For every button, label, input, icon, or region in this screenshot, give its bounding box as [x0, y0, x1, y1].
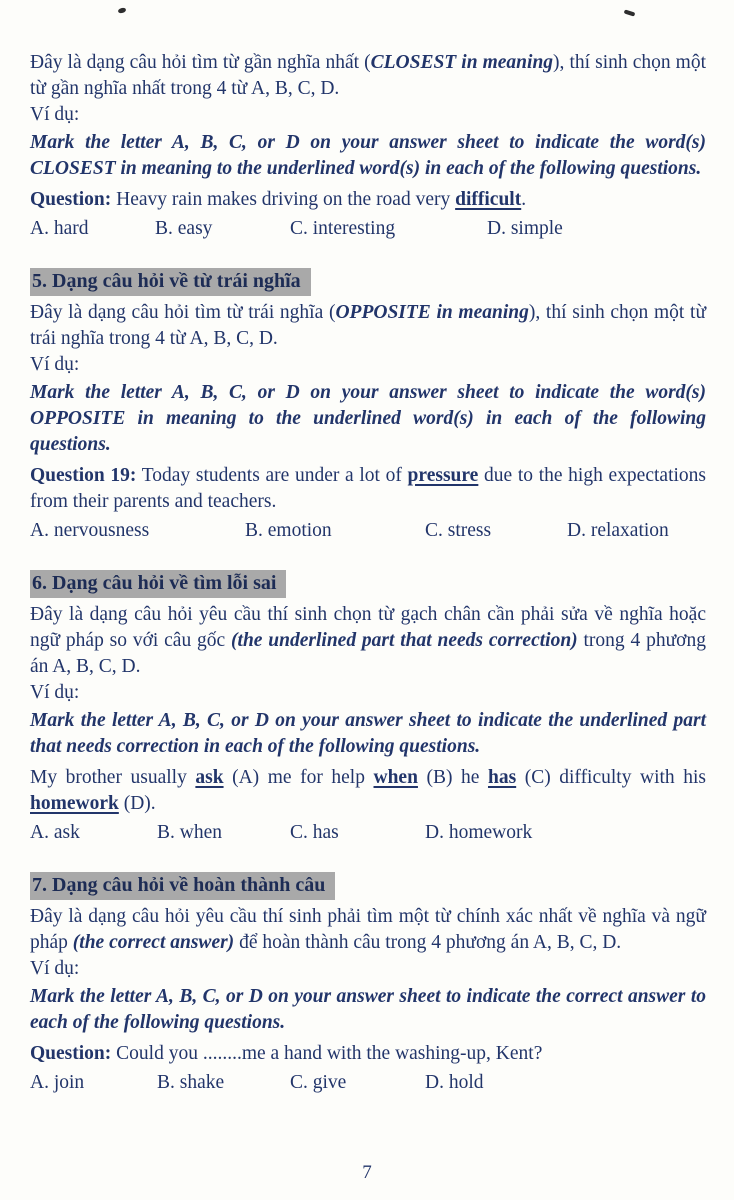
answer-option-a: A. nervousness [30, 520, 150, 541]
answer-option-d: D. homework [425, 822, 533, 843]
section-heading-row [30, 872, 706, 900]
text-segment: (the correct answer) [72, 932, 235, 953]
question-text [30, 1041, 706, 1067]
answer-option-d: D. hold [425, 1072, 484, 1093]
text-segment: để hoàn thành câu trong 4 phương án A, B, C, D. [234, 932, 622, 953]
text-segment: (A) me for help [223, 767, 374, 788]
section-intro [30, 904, 706, 956]
text-segment: ), thí sinh chọn một từ gần nghĩa nhất trong 4 từ A, B, C, D. [30, 52, 706, 99]
text-segment: Đây là dạng câu hỏi tìm từ gần nghĩa nhất ( [30, 52, 371, 73]
text-segment: My brother usually [30, 767, 196, 788]
text-segment: Heavy rain makes driving on the road very [111, 189, 456, 210]
text-segment: ask [195, 767, 224, 788]
answer-option-b: B. emotion [245, 520, 332, 541]
text-segment: difficult [455, 189, 522, 210]
text-segment: due to the high expectations from their parents and teachers. [30, 465, 706, 512]
text-segment: (the underlined part that needs correction) [231, 630, 578, 651]
text-segment: CLOSEST in meaning [370, 52, 554, 73]
text-segment: Đây là dạng câu hỏi yêu cầu thí sinh phải tìm một từ chính xác nhất về nghĩa và ngữ pháp [30, 906, 706, 953]
section-7-sentence-completion [30, 872, 706, 1096]
section-5-opposite-meaning [30, 268, 706, 544]
section-heading: 5. Dạng câu hỏi về từ trái nghĩa [30, 268, 311, 296]
text-segment: Question: [30, 189, 112, 210]
answer-option-a: A. join [30, 1072, 85, 1093]
answer-options-row [30, 518, 706, 544]
section-heading: 6. Dạng câu hỏi về tìm lỗi sai [30, 570, 286, 598]
text-segment: OPPOSITE in meaning [335, 302, 529, 323]
text-segment: when [373, 767, 418, 788]
section-closest-meaning [30, 50, 706, 242]
text-segment: (B) he [417, 767, 488, 788]
answer-option-b: B. when [157, 822, 222, 843]
example-label: Ví dụ: [30, 958, 80, 979]
answer-options-row [30, 216, 706, 242]
section-intro [30, 50, 706, 102]
answer-option-c: C. has [290, 822, 339, 843]
text-segment: Question: [30, 1043, 112, 1064]
text-segment: trong 4 phương án A, B, C, D. [30, 630, 706, 677]
answer-option-d: D. simple [487, 218, 563, 239]
text-segment: Đây là dạng câu hỏi yêu cầu thí sinh chọn từ gạch chân cần phải sửa về nghĩa hoặc ngữ pháp so với câu gốc [30, 604, 706, 651]
section-6-error-identification [30, 570, 706, 846]
section-heading: 7. Dạng câu hỏi về hoàn thành câu [30, 872, 335, 900]
section-intro [30, 300, 706, 352]
answer-options-row [30, 820, 706, 846]
text-segment: . [521, 189, 527, 210]
answer-option-d: D. relaxation [567, 520, 669, 541]
answer-option-b: B. easy [155, 218, 213, 239]
example-label: Ví dụ: [30, 354, 80, 375]
text-segment: has [487, 767, 517, 788]
direction-text: Mark the letter A, B, C, or D on your answer sheet to indicate the word(s) CLOSEST in meaning to the underlined word(s) in each of the following questions. [30, 132, 706, 179]
text-segment: Could you ........me a hand with the washing-up, Kent? [111, 1043, 543, 1064]
answer-option-b: B. shake [157, 1072, 225, 1093]
answer-options-row [30, 1070, 706, 1096]
section-intro [30, 602, 706, 680]
text-segment: (C) difficulty with his [516, 767, 706, 788]
question-text [30, 765, 706, 817]
example-label: Ví dụ: [30, 104, 80, 125]
text-segment: pressure [407, 465, 479, 486]
question-text [30, 463, 706, 515]
example-label: Ví dụ: [30, 682, 80, 703]
direction-text: Mark the letter A, B, C, or D on your answer sheet to indicate the underlined part that needs correction in each of the following questions. [30, 710, 706, 757]
section-heading-row [30, 268, 706, 296]
text-segment: Today students are under a lot of [136, 465, 408, 486]
direction-text: Mark the letter A, B, C, or D on your answer sheet to indicate the correct answer to each of the following questions. [30, 986, 706, 1033]
direction-text: Mark the letter A, B, C, or D on your answer sheet to indicate the word(s) OPPOSITE in meaning to the underlined word(s) in each of the following questions. [30, 382, 706, 455]
answer-option-a: A. ask [30, 822, 80, 843]
answer-option-c: C. give [290, 1072, 347, 1093]
text-segment: (D). [118, 793, 156, 814]
answer-option-c: C. interesting [290, 218, 396, 239]
text-segment: homework [30, 793, 119, 814]
text-segment: Đây là dạng câu hỏi tìm từ trái nghĩa ( [30, 302, 336, 323]
answer-option-a: A. hard [30, 218, 89, 239]
question-text [30, 187, 706, 213]
section-heading-row [30, 570, 706, 598]
text-segment: ), thí sinh chọn một từ trái nghĩa trong 4 từ A, B, C, D. [30, 302, 707, 349]
answer-option-c: C. stress [425, 520, 492, 541]
text-segment: Question 19: [30, 465, 137, 486]
page-number: 7 [362, 1162, 372, 1183]
